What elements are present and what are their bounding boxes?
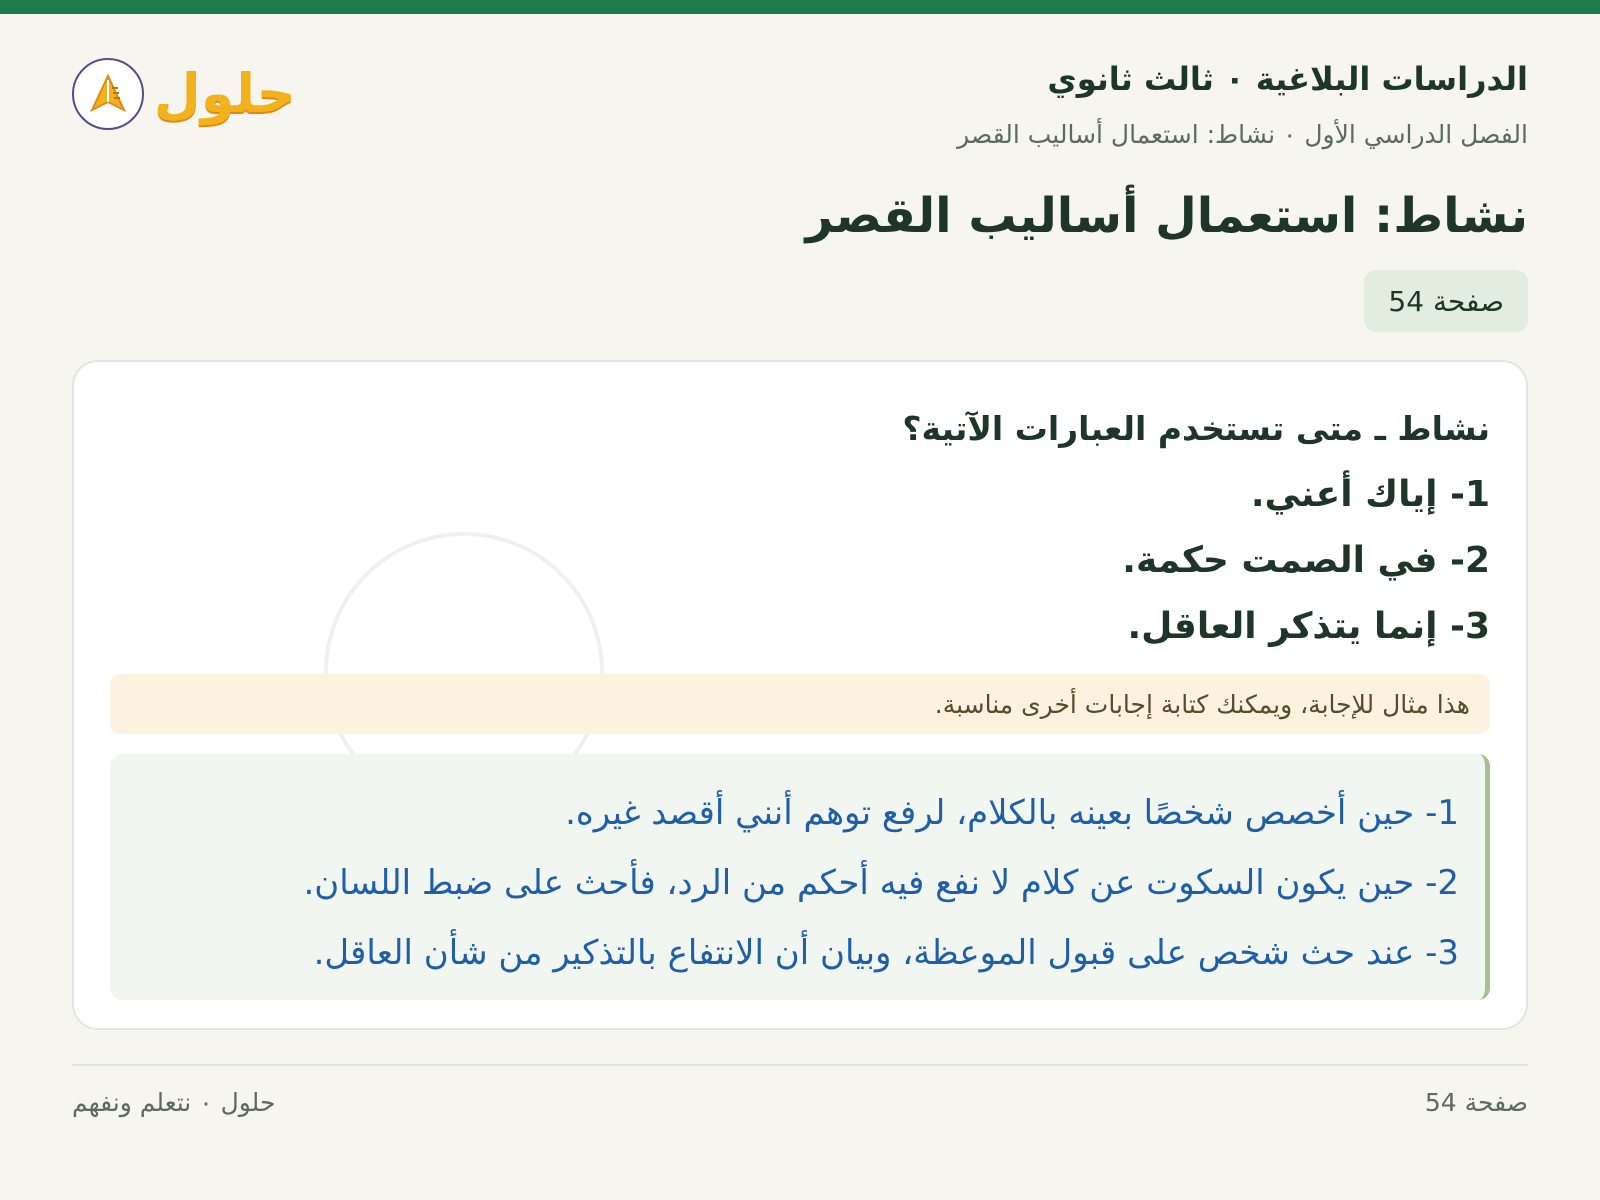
book-icon bbox=[72, 58, 144, 130]
answer-item: 2- حين يكون السكوت عن كلام لا نفع فيه أحكم من الرد، فأحث على ضبط اللسان. bbox=[303, 863, 1459, 903]
answer-item: 3- عند حث شخص على قبول الموعظة، وبيان أن الانتفاع بالتذكير من شأن العاقل. bbox=[313, 933, 1459, 973]
answer-note bbox=[110, 674, 1490, 734]
answer-note-text: هذا مثال للإجابة، ويمكنك كتابة إجابات أخرى مناسبة. bbox=[934, 689, 1470, 719]
subject-title: الدراسات البلاغية ٠ ثالث ثانوي bbox=[1047, 60, 1528, 98]
question-block bbox=[110, 396, 1490, 660]
page-title: نشاط: استعمال أساليب القصر bbox=[805, 188, 1528, 244]
header-titles bbox=[957, 60, 1528, 149]
question-heading: نشاط ـ متى تستخدم العبارات الآتية؟ bbox=[902, 409, 1490, 448]
answer-box bbox=[110, 754, 1490, 1000]
page-number-badge: صفحة 54 bbox=[1364, 270, 1528, 332]
question-item: 1- إياك أعني. bbox=[1250, 474, 1490, 515]
question-item: 2- في الصمت حكمة. bbox=[1122, 540, 1490, 581]
footer-divider bbox=[72, 1064, 1528, 1066]
activity-card bbox=[72, 360, 1528, 1030]
footer-page-number: صفحة 54 bbox=[1424, 1088, 1528, 1117]
brand-name: حلول bbox=[154, 62, 296, 125]
brand-logo[interactable] bbox=[72, 58, 296, 130]
question-item: 3- إنما يتذكر العاقل. bbox=[1127, 606, 1490, 647]
top-accent-bar bbox=[0, 0, 1600, 14]
page-header bbox=[72, 50, 1528, 170]
footer-tagline: حلول ٠ نتعلم ونفهم bbox=[72, 1088, 276, 1117]
breadcrumb: الفصل الدراسي الأول ٠ نشاط: استعمال أساليب القصر bbox=[957, 120, 1528, 149]
answer-item: 1- حين أخصص شخصًا بعينه بالكلام، لرفع توهم أنني أقصد غيره. bbox=[565, 793, 1459, 833]
